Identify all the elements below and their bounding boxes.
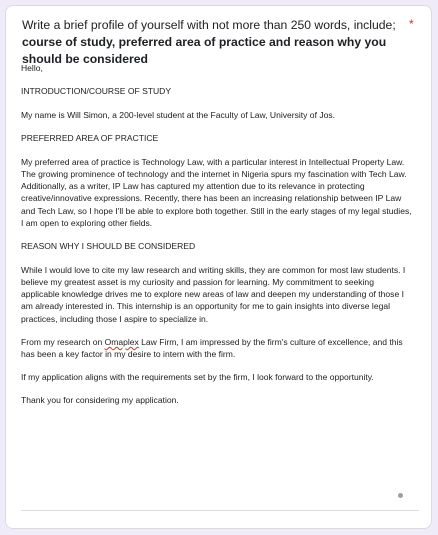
answer-intro-paragraph: My name is Will Simon, a 200-level student at the Faculty of Law, University of Jos.: [21, 109, 335, 120]
answer-heading-intro: INTRODUCTION/COURSE OF STUDY: [21, 86, 172, 97]
question-title-bold: course of study, preferred area of practice and reason why you should be considered: [22, 35, 387, 66]
research-text-after: Law Firm, I am impressed by the firm's culture of excellence, and this has been a key factor in my desire to intern with the firm.: [21, 336, 403, 359]
research-text-before: From my research on: [21, 336, 105, 347]
answer-area-paragraph: My preferred area of practice is Technology Law, with a particular interest in Intellectual Property Law. The growing prominence of technology and the internet in Nigeria spurs my fascination with Tech Law. Additionally, as a writer, IP Law has captured my attention due to its relevance in protecting creative/innovative expressions. Recently, there has been an increasing relationship between IP Law and Tech Law, so I hope I'll be able to explore both together. Still in the early stages of my legal studies, I am open to exploring other fields.: [21, 156, 412, 228]
answer-underline: [21, 510, 419, 511]
question-card: [5, 5, 432, 529]
answer-textarea[interactable]: [21, 62, 414, 510]
answer-greeting: Hello,: [21, 63, 43, 73]
answer-thanks-paragraph: Thank you for considering my application.: [21, 395, 179, 406]
required-asterisk: *: [409, 17, 414, 31]
answer-closing-paragraph: If my application aligns with the requirements set by the firm, I look forward to the opportunity.: [21, 372, 374, 383]
answer-reason-paragraph: While I would love to cite my law research and writing skills, they are common for most law students. I believe my greatest asset is my curiosity and passion for learning. My commitment to seeking applicable knowledge drives me to explore new areas of law and deepen my understanding of those I am already interested in. This internship is an opportunity for me to gain insights into diverse legal practices, including those I aspire to specialize in.: [21, 264, 406, 324]
question-title: [22, 17, 402, 68]
answer-research-paragraph: [21, 336, 414, 360]
answer-heading-area: PREFERRED AREA OF PRACTICE: [21, 133, 159, 144]
question-title-text: Write a brief profile of yourself with not more than 250 words, include;: [22, 18, 396, 32]
spellcheck-flagged-word: Omaplex: [104, 336, 139, 347]
resize-handle-icon[interactable]: [398, 493, 403, 498]
answer-heading-reason: REASON WHY I SHOULD BE CONSIDERED: [21, 241, 196, 252]
